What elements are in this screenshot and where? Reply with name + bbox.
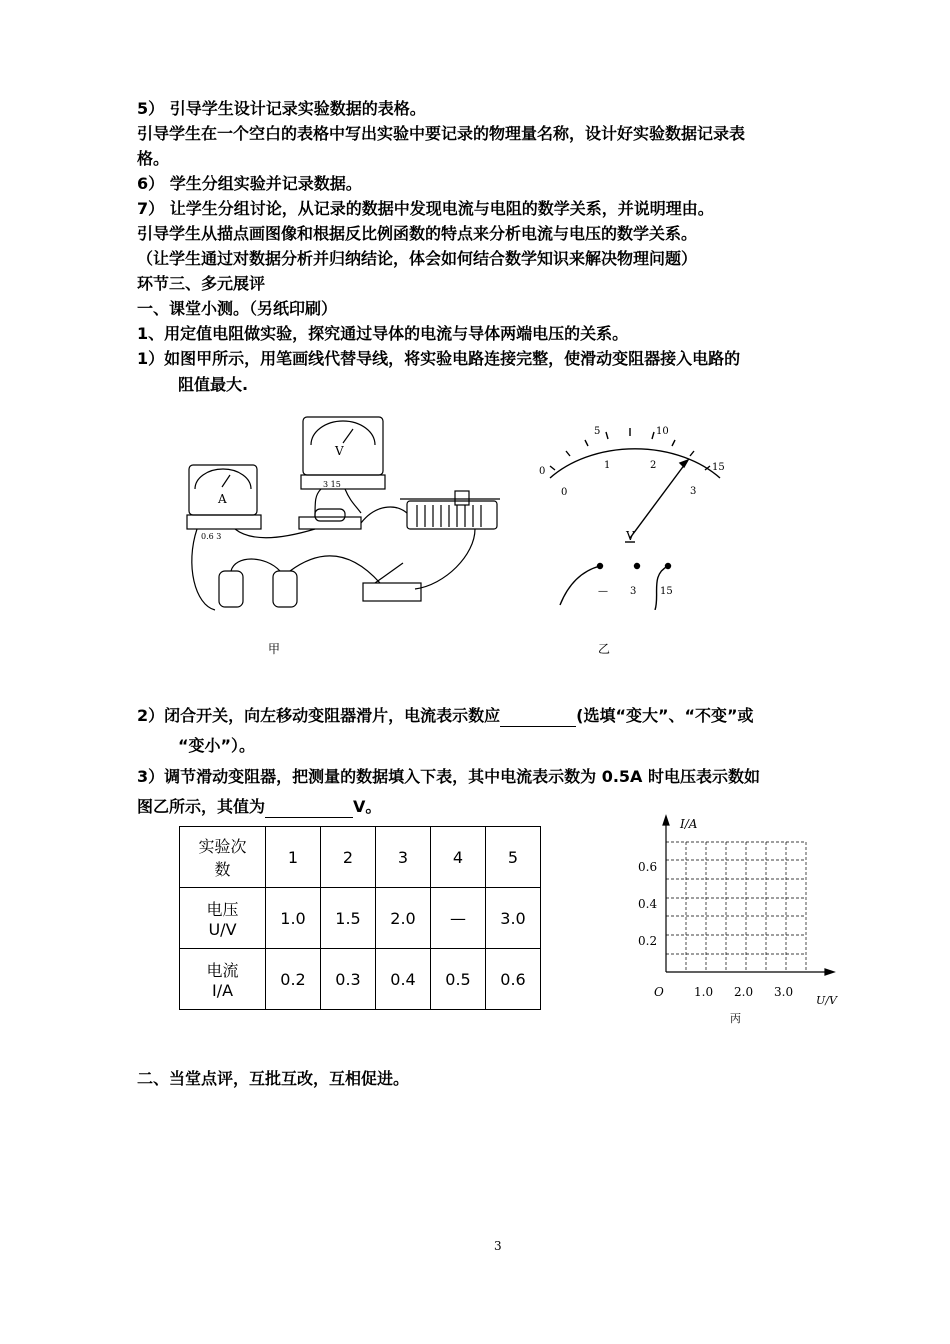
text-line: 环节三、多元展评 <box>137 274 266 293</box>
table-cell: 3 <box>376 827 431 888</box>
ammeter-letter: A <box>218 492 227 506</box>
x-axis-label: U/V <box>816 994 837 1007</box>
figure-caption-bing: 丙 <box>730 1012 741 1025</box>
table-cell: 1 <box>266 827 321 888</box>
figure-caption-jia: 甲 <box>268 642 281 656</box>
y-tick: 0.2 <box>638 934 658 948</box>
text-line: 1）如图甲所示，用笔画线代替导线，将实验电路连接完整，使滑动变阻器接入电路的 <box>137 349 741 368</box>
voltmeter-letter: V <box>335 444 344 458</box>
question-3: 3）调节滑动变阻器，把测量的数据填入下表，其中电流表示数为 0.5A 时电压表示数如 <box>137 767 761 786</box>
dial-tick: 15 <box>712 462 725 473</box>
question-3-unit: V。 <box>353 797 382 816</box>
dial-tick: 3 <box>690 486 697 497</box>
table-cell: 0.2 <box>266 949 321 1010</box>
table-cell: 3.0 <box>486 888 541 949</box>
data-table <box>179 826 541 1010</box>
text-line: 1、用定值电阻做实验，探究通过导体的电流与导体两端电压的关系。 <box>137 324 629 343</box>
x-tick: 2.0 <box>734 985 754 999</box>
figure-caption-yi: 乙 <box>598 642 611 656</box>
x-tick: 1.0 <box>694 985 714 999</box>
table-row <box>180 827 541 888</box>
text-line: 格。 <box>137 149 170 168</box>
table-cell: 1.5 <box>321 888 376 949</box>
dial-tick: 2 <box>650 460 657 471</box>
question-3-cont <box>137 796 381 818</box>
dial-terminal: — <box>598 586 608 597</box>
ammeter-terminals: 0.6 3 <box>201 532 222 541</box>
dial-tick: 10 <box>656 426 669 437</box>
table-cell: 电压 U/V <box>180 888 266 949</box>
table-cell: 4 <box>431 827 486 888</box>
table-cell: 0.6 <box>486 949 541 1010</box>
question-3-text: 图乙所示，其值为 <box>137 797 266 816</box>
page-number: 3 <box>494 1239 502 1253</box>
answer-blank[interactable] <box>500 708 576 727</box>
dial-tick: 5 <box>594 426 601 437</box>
dial-terminal: 15 <box>660 586 673 597</box>
answer-blank[interactable] <box>265 799 353 818</box>
iu-graph-figure <box>630 808 850 1028</box>
table-row <box>180 949 541 1010</box>
origin-label: O <box>654 985 664 999</box>
text-line: 引导学生从描点画图像和根据反比例函数的特点来分析电流与电压的数学关系。 <box>137 224 698 243</box>
question-2 <box>137 705 754 727</box>
voltmeter-terminals: 3 15 <box>323 480 341 489</box>
table-cell: 1.0 <box>266 888 321 949</box>
table-cell: 5 <box>486 827 541 888</box>
table-cell: 电流 I/A <box>180 949 266 1010</box>
table-cell: 0.3 <box>321 949 376 1010</box>
dial-tick: 1 <box>604 460 611 471</box>
dial-terminal: 3 <box>630 586 637 597</box>
voltmeter-dial-figure <box>530 420 730 610</box>
question-2-text: 2）闭合开关，向左移动变阻器滑片，电流表示数应 <box>137 706 501 725</box>
table-cell: 2.0 <box>376 888 431 949</box>
dial-tick: 0 <box>539 466 546 477</box>
question-2-options: (选填“变大”、“不变”或 <box>576 706 754 725</box>
dial-letter: V <box>626 529 635 543</box>
question-2-cont: “变小”）。 <box>178 736 256 755</box>
text-line: （让学生通过对数据分析并归纳结论，体会如何结合数学知识来解决物理问题） <box>137 249 698 268</box>
text-line: 5） 引导学生设计记录实验数据的表格。 <box>137 99 426 118</box>
table-row <box>180 888 541 949</box>
text-line: 引导学生在一个空白的表格中写出实验中要记录的物理量名称，设计好实验数据记录表 <box>137 124 746 143</box>
table-cell: 0.4 <box>376 949 431 1010</box>
table-cell: 2 <box>321 827 376 888</box>
section-heading: 二、当堂点评，互批互改，互相促进。 <box>137 1069 410 1088</box>
y-axis-label: I/A <box>680 817 698 831</box>
text-line: 一、课堂小测。（另纸印刷） <box>137 299 338 318</box>
table-cell: 0.5 <box>431 949 486 1010</box>
x-tick: 3.0 <box>774 985 794 999</box>
dial-tick: 0 <box>561 487 568 498</box>
y-tick: 0.4 <box>638 897 658 911</box>
y-tick: 0.6 <box>638 860 658 874</box>
text-line: 6） 学生分组实验并记录数据。 <box>137 174 362 193</box>
table-cell: — <box>431 888 486 949</box>
circuit-figure <box>175 405 515 620</box>
table-cell: 实验次 数 <box>180 827 266 888</box>
text-line: 7） 让学生分组讨论，从记录的数据中发现电流与电阻的数学关系，并说明理由。 <box>137 199 714 218</box>
text-line: 阻值最大. <box>178 375 249 394</box>
